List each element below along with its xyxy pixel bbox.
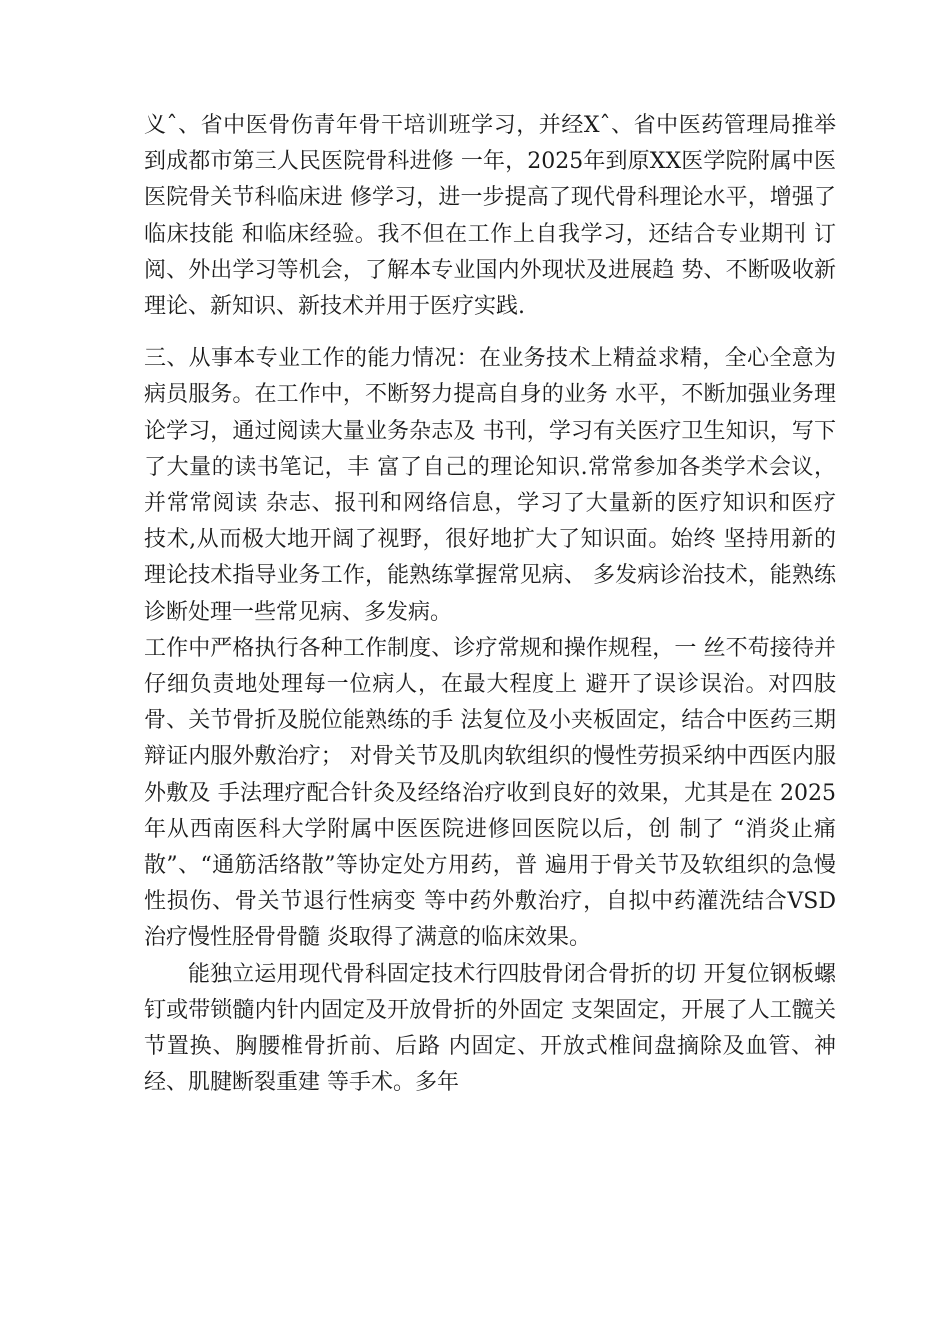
paragraph-work-practice: 工作中严格执行各种工作制度、诊疗常规和操作规程，一 丝不苟接待并仔细负责地处理每一位病人，在最大程度上 避开了误诊误治。对四肢骨、关节骨折及脱位能熟练的手 法复位及小夹板固定，结合中医药三期辩证内服外敷治疗； 对骨关节及肌肉软组织的慢性劳损采纳中西医内服外敷及 手法理疗配合针灸及经络治疗收到良好的效果，尤其是在 2025年从西南医科大学附属中医医院进修回医院以后，创 制了 “消炎止痛散”、“通筋活络散”等协定处方用药，普 遍用于骨关节及软组织的急慢性损伤、骨关节退行性病变 等中药外敷治疗，自拟中药灌洗结合VSD治疗慢性胫骨骨髓 炎取得了满意的临床效果。 xyxy=(144,635,836,951)
document-page xyxy=(144,108,836,1101)
paragraph-training: 义ˆ、省中医骨伤青年骨干培训班学习，并经Xˆ、省中医药管理局推举到成都市第三人民医院骨科进修 一年，2025年到原XX医学院附属中医医院骨关节科临床进 修学习，进一步提高了现代骨科理论水平，增强了临床技能 和临床经验。我不但在工作上自我学习，还结合专业期刊 订阅、外出学习等机会，了解本专业国内外现状及进展趋 势、不断吸收新理论、新知识、新技术并用于医疗实践. xyxy=(144,113,836,320)
paragraph-ability: 三、从事本专业工作的能力情况：在业务技术上精益求精，全心全意为病员服务。在工作中，不断努力提高自身的业务 水平，不断加强业务理论学习，通过阅读大量业务杂志及 书刊，学习有关医疗卫生知识，写下了大量的读书笔记，丰 富了自己的理论知识.常常参加各类学术会议，并常常阅读 杂志、报刊和网络信息，学习了大量新的医疗知识和医疗 技术,从而极大地开阔了视野，很好地扩大了知识面。始终 坚持用新的理论技术指导业务工作，能熟练掌握常见病、 多发病诊治技术，能熟练诊断处理一些常见病、多发病。 xyxy=(144,346,836,625)
paragraph-surgery: 能独立运用现代骨科固定技术行四肢骨闭合骨折的切 开复位钢板螺钉或带锁髓内针内固定及开放骨折的外固定 支架固定，开展了人工髋关节置换、胸腰椎骨折前、后路 内固定、开放式椎间盘摘除及血管、神经、肌腱断裂重建 等手术。多年 xyxy=(144,961,836,1096)
